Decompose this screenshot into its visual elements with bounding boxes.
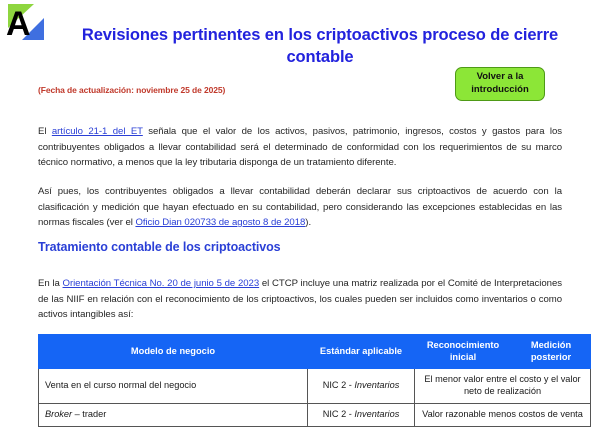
- p2-post-text: ).: [305, 217, 312, 229]
- cell-estandar-nic2-row2: [308, 404, 415, 427]
- paragraph-article-21-1: [38, 124, 562, 171]
- p1-pre-text: El: [38, 126, 52, 137]
- paragraph-orientacion-tecnica-20: [38, 276, 562, 323]
- standard-italic-row1: Inventarios: [354, 380, 400, 391]
- standard-plain-row2: NIC 2 -: [322, 409, 355, 420]
- cell-medicion-row2: Valor razonable menos costos de venta: [415, 404, 591, 427]
- table-row: [39, 404, 591, 427]
- page-title: Revisiones pertinentes en los criptoactivos proceso de cierre contable: [81, 26, 559, 67]
- link-articulo-21-1-et[interactable]: artículo 21-1 del ET: [51, 126, 143, 137]
- table-row: [39, 369, 591, 404]
- cell-estandar-nic2-row1: [308, 369, 415, 404]
- column-header-modelo-de-negocio: Modelo de negocio: [39, 335, 308, 369]
- p3-pre-text: En la: [38, 278, 63, 289]
- modelo-italic-broker: Broker: [45, 409, 73, 420]
- link-oficio-dian-020733[interactable]: Oficio Dian 020733 de agosto 8 de 2018: [135, 217, 306, 229]
- modelo-rest-trader: – trader: [72, 409, 107, 420]
- column-header-medicion-posterior: Medición posterior: [512, 335, 591, 369]
- update-date-label: (Fecha de actualización: noviembre 25 de 2025): [38, 85, 226, 95]
- table-header-row: [39, 335, 591, 369]
- link-orientacion-tecnica-20[interactable]: Orientación Técnica No. 20 de junio 5 de 2023: [62, 278, 260, 289]
- section-heading-tratamiento-contable: Tratamiento contable de los criptoactivos: [38, 240, 281, 254]
- standard-italic-row2: Inventarios: [354, 409, 400, 420]
- svg-text:A: A: [6, 5, 31, 42]
- column-header-estandar-aplicable: Estándar aplicable: [308, 335, 415, 369]
- p2-pre-text: Así pues, los contribuyentes obligados a llevar contabilidad deberán declarar sus criptoactivos de acuerdo con la clasificación y medición que hayan efectuado en su contabilidad, pero considerando las excepciones establecidas en las normas fiscales (ver el: [38, 186, 562, 229]
- column-header-reconocimiento-inicial: Reconocimiento inicial: [415, 335, 512, 369]
- paragraph-declaracion-criptoactivos: [38, 184, 562, 231]
- actualicese-logo: [4, 2, 50, 42]
- criptoactivos-matrix-table: [38, 334, 591, 427]
- cell-medicion-row1: El menor valor entre el costo y el valor neto de realización: [415, 369, 591, 404]
- cell-modelo-broker-trader: [39, 404, 308, 427]
- p3-post-text: el CTCP incluye una matriz realizada por el Comité de Interpretaciones de las NIIF en relación con el reconocimiento de los criptoactivos, los cuales pueden ser incluidos como inventarios o como activos intangibles así:: [38, 278, 562, 321]
- p1-post-text: señala que el valor de los activos, pasivos, patrimonio, ingresos, costos y gastos para los contribuyentes obligados a llevar contabilidad será el determinado de conformidad con los requerimientos de su marco técnico normativo, a menos que la ley tributaria disponga de un tratamiento diferente.: [38, 126, 563, 169]
- cell-modelo-venta-curso-normal: Venta en el curso normal del negocio: [39, 369, 308, 404]
- standard-plain-row1: NIC 2 -: [322, 380, 355, 391]
- back-to-introduction-button[interactable]: Volver a la introducción: [455, 67, 545, 101]
